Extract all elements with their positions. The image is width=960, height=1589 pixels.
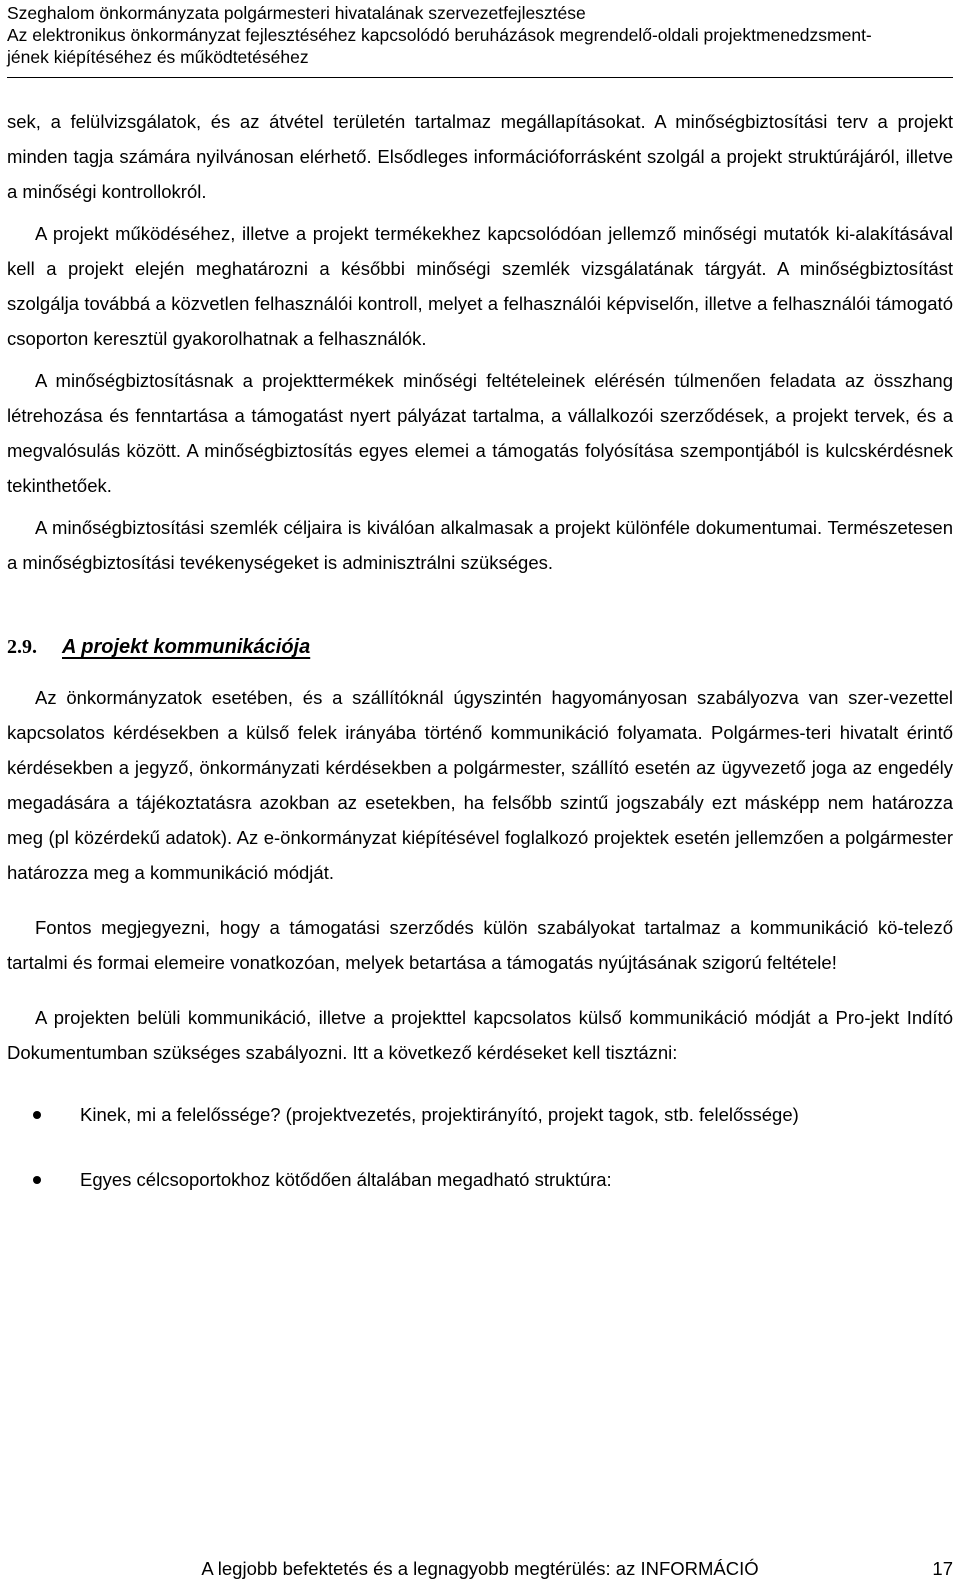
page-header	[7, 2, 953, 68]
section-heading	[7, 634, 953, 660]
paragraph-communication-regulation: Az önkormányzatok esetében, és a szállítóknál úgyszintén hagyományosan szabályozva van szer-vezettel kapcsolatos kérdésekben a külső felek irányába történő kommunikáció folyamata. Polgármes-teri hivatalt érintő kérdésekben a jegyző, önkormányzati kérdésekben a polgármester, szállító esetén az ügyvezető joga az engedély megadására a tájékoztatásra azokban az esetekben, ha felsőbb szintű jogszabály ezt másképp nem határozza meg (pl közérdekű adatok). Az e-önkormányzat kiépítésével foglalkozó projektek esetén jellemzően a polgármester határozza meg a kommunikáció módját.	[7, 687, 953, 883]
header-line-3: jének kiépítéséhez és működtetéséhez	[7, 47, 309, 67]
document-body	[7, 104, 953, 1195]
header-line-1: Szeghalom önkormányzata polgármesteri hivatalának szervezetfejlesztése	[7, 3, 586, 23]
paragraph-quality-indicators: A projekt működéséhez, illetve a projekt termékekhez kapcsolódóan jellemző minőségi mutatók ki-alakításával kell a projekt elején meghatározni a későbbi minőségi szemlék vizsgálatának tárgyát. A minőségbiztosítást szolgálja továbbá a közvetlen felhasználói kontroll, melyet a felhasználói képviselőn, illetve a felhasználói támogató csoporton keresztül gyakorolhatnak a felhasználók.	[7, 223, 953, 349]
page-number: 17	[932, 1558, 953, 1579]
paragraph-project-initiation-document: A projekten belüli kommunikáció, illetve a projekttel kapcsolatos külső kommunikáció módját a Pro-jekt Indító Dokumentumban szükséges szabályozni. Itt a következő kérdéseket kell tisztázni:	[7, 1007, 953, 1063]
list-item	[7, 1165, 953, 1195]
header-line-2: Az elektronikus önkormányzat fejlesztéséhez kapcsolódó beruházások megrendelő-oldali projektmenedzsment-	[7, 25, 872, 45]
bullet-icon	[33, 1111, 41, 1119]
bullet-icon	[33, 1176, 41, 1184]
paragraph-grant-contract-rules: Fontos megjegyezni, hogy a támogatási szerződés külön szabályokat tartalmaz a kommunikáció kö-telező tartalmi és formai elemeire vonatkozóan, melyek betartása a támogatás nyújtásának szigorú feltétele!	[7, 917, 953, 973]
list-item-text: Kinek, mi a felelőssége? (projektvezetés, projektirányító, projekt tagok, stb. felelőssége)	[80, 1104, 799, 1125]
section-title: A projekt kommunikációja	[62, 636, 311, 658]
paragraph-continuation: sek, a felülvizsgálatok, és az átvétel területén tartalmaz megállapításokat. A minőségbiztosítási terv a projekt minden tagja számára nyilvánosan elérhető. Elsődleges információforrásként szolgál a projekt struktúrájáról, illetve a minőségi kontrollokról.	[7, 111, 953, 202]
list-item-text: Egyes célcsoportokhoz kötődően általában megadható struktúra:	[80, 1169, 612, 1190]
section-number: 2.9.	[7, 636, 37, 658]
paragraph-quality-assurance-harmony: A minőségbiztosításnak a projekttermékek minőségi feltételeinek elérésén túlmenően feladata az összhang létrehozása és fenntartása a támogatást nyert pályázat tartalma, a vállalkozói szerződések, a projekt tervek, és a megvalósulás között. A minőségbiztosítás egyes elemei a támogatás folyósítása szempontjából is kulcskérdésnek tekinthetőek.	[7, 370, 953, 496]
question-list	[7, 1100, 953, 1195]
paragraph-quality-review-documents: A minőségbiztosítási szemlék céljaira is kiválóan alkalmasak a projekt különféle dokumentumai. Természetesen a minőségbiztosítási tevékenységeket is adminisztrálni szükséges.	[7, 517, 953, 573]
footer-slogan: A legjobb befektetés és a legnagyobb megtérülés: az INFORMÁCIÓ	[201, 1558, 759, 1579]
list-item	[7, 1100, 953, 1130]
header-divider	[7, 77, 953, 78]
page-footer	[7, 1554, 953, 1584]
